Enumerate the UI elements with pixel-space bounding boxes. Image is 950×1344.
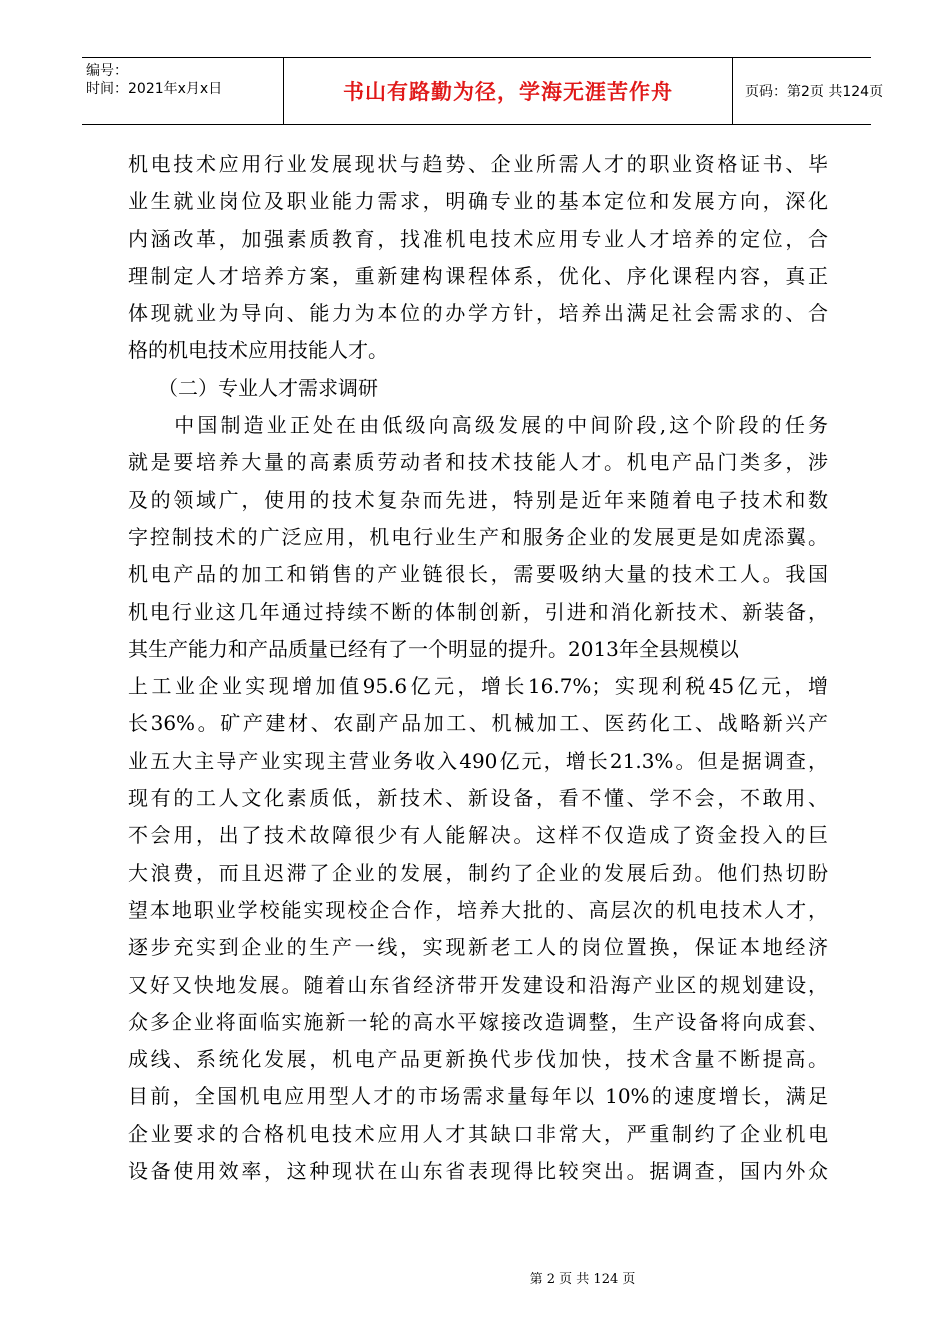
text-line: 众多企业将面临实施新一轮的高水平嫁接改造调整，生产设备将向成套、: [128, 1009, 828, 1034]
text-line: 逐步充实到企业的生产一线，实现新老工人的岗位置换，保证本地经济: [128, 935, 828, 960]
text-line: 其生产能力和产品质量已经有了一个明显的提升。2013年全县规模以: [128, 636, 739, 661]
text-line: 设备使用效率，这种现状在山东省表现得比较突出。据调查，国内外众: [128, 1159, 828, 1184]
text-line: 望本地职业学校能实现校企合作，培养大批的、高层次的机电技术人才，: [128, 897, 828, 922]
document-time-label: 时间：2021年x月x日: [86, 81, 223, 97]
text-line: 格的机电技术应用技能人才。: [128, 338, 388, 363]
page-footer: 第 2 页 共 124 页: [529, 1272, 636, 1287]
text-line: 业生就业岗位及职业能力需求，明确专业的基本定位和发展方向，深化: [128, 189, 828, 214]
document-body: [128, 146, 828, 1190]
text-line: 中国制造业正处在由低级向高级发展的中间阶段,这个阶段的任务: [128, 413, 828, 438]
text-line: 大浪费，而且迟滞了企业的发展，制约了企业的发展后劲。他们热切盼: [128, 860, 828, 885]
text-line: 理制定人才培养方案，重新建构课程体系，优化、序化课程内容，真正: [128, 263, 828, 288]
text-line: 不会用，出了技术故障很少有人能解决。这样不仅造成了资金投入的巨: [128, 823, 828, 848]
header-meta: [82, 58, 284, 124]
text-line: 业五大主导产业实现主营业务收入490亿元，增长21.3%。但是据调查，: [128, 748, 828, 773]
text-line: 上工业企业实现增加值95.6亿元，增长16.7%；实现利税45亿元，增: [128, 674, 828, 699]
text-line: 又好又快地发展。随着山东省经济带开发建设和沿海产业区的规划建设，: [128, 972, 828, 997]
page-header: [82, 57, 884, 125]
text-line: 机电技术应用行业发展现状与趋势、企业所需人才的职业资格证书、毕: [128, 152, 828, 176]
text-line: 内涵改革，加强素质教育，找准机电技术应用专业人才培养的定位，合: [128, 226, 828, 251]
header-page-label: 页码：第2页 共124页: [745, 84, 884, 100]
text-line: 目前，全国机电应用型人才的市场需求量每年以 10%的速度增长，满足: [128, 1084, 828, 1109]
text-line: 成线、系统化发展，机电产品更新换代步伐加快，技术含量不断提高。: [128, 1047, 828, 1072]
text-line: 现有的工人文化素质低，新技术、新设备，看不懂、学不会，不敢用、: [128, 786, 828, 811]
text-line: 体现就业为导向、能力为本位的办学方针，培养出满足社会需求的、合: [128, 301, 828, 326]
text-line: 企业要求的合格机电技术应用人才其缺口非常大，严重制约了企业机电: [128, 1121, 828, 1146]
text-line: 及的领域广，使用的技术复杂而先进，特别是近年来随着电子技术和数: [128, 487, 828, 512]
text-line: 机电行业这几年通过持续不断的体制创新，引进和消化新技术、新装备，: [128, 599, 828, 624]
header-motto: 书山有路勤为径，学海无涯苦作舟: [284, 58, 733, 124]
text-line: 长36%。矿产建材、农副产品加工、机械加工、医药化工、战略新兴产: [128, 711, 828, 736]
document-number-label: 编号：: [86, 63, 128, 79]
text-line: 字控制技术的广泛应用，机电行业生产和服务企业的发展更是如虎添翼。: [128, 524, 828, 549]
section-heading: （二）专业人才需求调研: [128, 375, 378, 400]
text-line: 机电产品的加工和销售的产业链很长，需要吸纳大量的技术工人。我国: [128, 562, 828, 587]
text-line: 就是要培养大量的高素质劳动者和技术技能人才。机电产品门类多，涉: [128, 450, 828, 475]
